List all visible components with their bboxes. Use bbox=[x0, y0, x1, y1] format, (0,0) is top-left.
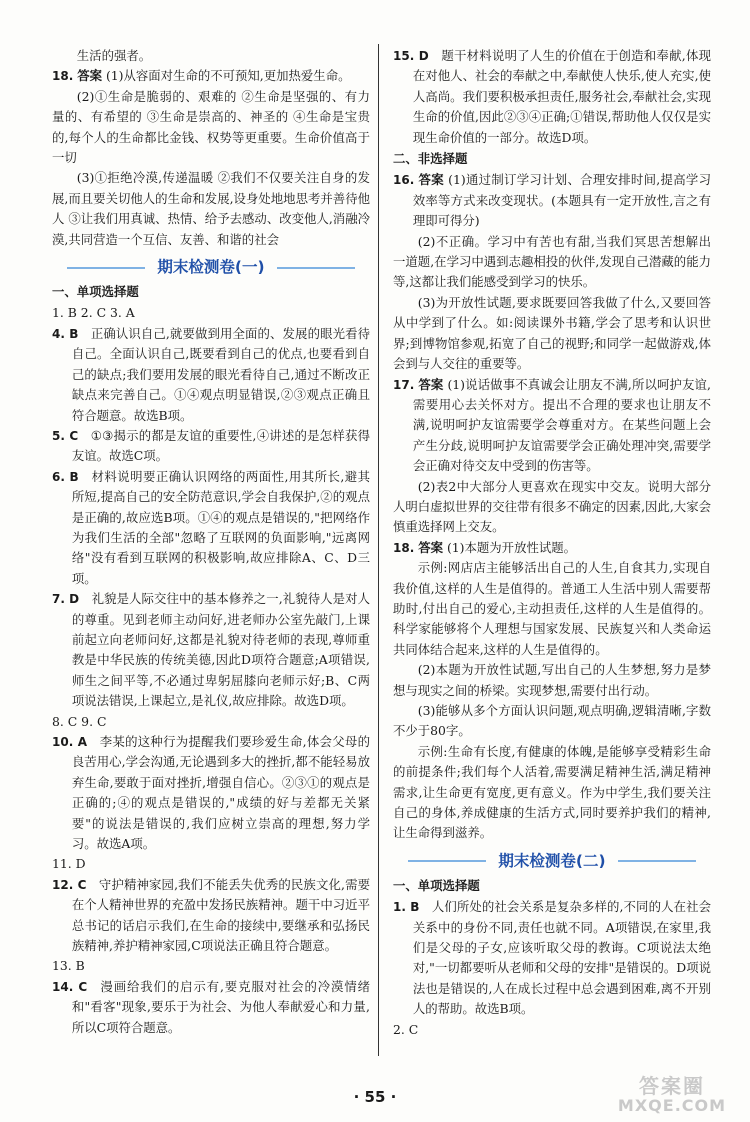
question-number: 6. B bbox=[52, 469, 79, 484]
explanation-text: 人们所处的社会关系是复杂多样的,不同的人在社会关系中的身份不同,责任也就不同。A项错误,在家里,我们是父母的子女,应该听取父母的教诲。C项说法太绝对,"一切都要听从老师和父母的安排"是错误的。D项说法也是错误的,人在成长过程中总会遇到困难,离不开别人的帮助。故选B项。 bbox=[412, 899, 711, 1017]
answer-block bbox=[393, 170, 711, 231]
answer-line: 11. D bbox=[52, 856, 86, 872]
question-number: 5. C bbox=[52, 428, 79, 443]
question-number: 17. bbox=[393, 377, 415, 392]
question-number: 18. bbox=[52, 69, 74, 84]
answer-line: 2. C bbox=[393, 1021, 419, 1037]
answer-block bbox=[393, 375, 711, 477]
test-title bbox=[393, 848, 711, 874]
answer-text: (1)通过制订学习计划、合理安排时间,提高学习效率等方式来改变现状。(本题具有一定开放性,言之有理即可得分) bbox=[412, 172, 711, 229]
answer-block bbox=[393, 538, 711, 558]
question-explanation bbox=[52, 977, 370, 1038]
answer-label: 答案 bbox=[418, 172, 444, 188]
continued-text: 生活的强者。 bbox=[76, 48, 152, 63]
title-rule-left bbox=[67, 267, 145, 269]
right-column bbox=[393, 46, 711, 1040]
answer-block bbox=[52, 66, 370, 86]
title-rule-left bbox=[408, 860, 486, 862]
answer-text: (1)从容面对生命的不可预知,更加热爱生命。 bbox=[105, 68, 351, 84]
question-explanation bbox=[52, 589, 370, 711]
question-explanation bbox=[52, 732, 370, 854]
answer-line: 8. C 9. C bbox=[52, 713, 107, 729]
answer-paragraph: (2)①生命是脆弱的、艰难的 ②生命是坚强的、有力量的、有希望的 ③生命是崇高的、神圣的 ④生命是宝贵的,每个人的生命都比金钱、权势等更重要。生命价值高于一切 bbox=[52, 88, 370, 166]
question-explanation bbox=[52, 324, 370, 426]
question-explanation bbox=[52, 426, 370, 467]
explanation-text: 题干材料说明了人生的价值在于创造和奉献,体现在对他人、社会的奉献之中,奉献使人快乐,使人充实,使人高尚。我们要积极承担责任,服务社会,奉献社会,实现生命的价值,因此②③④正确;①错误,帮助他人仅仅是实现生命价值的一部分。故选D项。 bbox=[412, 48, 711, 145]
answer-text: (1)说话做事不真诚会让朋友不满,所以呵护友谊,需要用心去关怀对方。提出不合理的要求也让朋友不满,说明呵护友谊需要学会尊重对方。在某些问题上会产生分歧,说明呵护友谊需要学会正确处理冲突,需要学会正确对待交友中受到的伤害等。 bbox=[412, 376, 711, 474]
answer-label: 答案 bbox=[418, 539, 443, 555]
question-number: 16. bbox=[393, 173, 415, 188]
test-title-text: 期末检测卷(二) bbox=[498, 851, 606, 870]
section-heading: 二、非选择题 bbox=[393, 151, 468, 167]
column-divider bbox=[378, 44, 379, 1056]
question-number: 18. bbox=[393, 540, 415, 555]
page-number: · 55 · bbox=[353, 1088, 397, 1106]
answer-label: 答案 bbox=[77, 68, 102, 84]
question-number: 4. B bbox=[52, 326, 79, 341]
answer-paragraph: (3)能够从多个方面认识问题,观点明确,逻辑清晰,字数不少于80字。 bbox=[393, 703, 711, 739]
watermark-logo bbox=[602, 1075, 742, 1119]
test-title bbox=[52, 254, 370, 280]
question-explanation bbox=[393, 46, 711, 148]
question-explanation bbox=[393, 897, 711, 1019]
answer-text: (1)本题为开放性试题。 bbox=[446, 539, 577, 555]
question-explanation bbox=[52, 875, 370, 957]
question-number: 1. B bbox=[393, 900, 420, 915]
question-number: 14. C bbox=[52, 979, 88, 994]
question-number: 15. D bbox=[393, 49, 429, 63]
answer-paragraph: (2)本题为开放性试题,写出自己的人生梦想,努力是梦想与现实之间的桥梁。实现梦想,需要付出行动。 bbox=[393, 662, 711, 698]
explanation-text: 正确认识自己,就要做到用全面的、发展的眼光看待自己。全面认识自己,既要看到自己的优点,也要看到自己的缺点;我们要用发展的眼光看待自己,通过不断改正缺点来完善自己。①④观点明显错误,②③观点正确且符合题意。故选B项。 bbox=[71, 325, 370, 423]
question-number: 7. D bbox=[52, 592, 80, 607]
explanation-text: 李某的这种行为提醒我们要珍爱生命,体会父母的良苦用心,学会沟通,无论遇到多大的挫折,都不能轻易放弃生命,要敢于面对挫折,增强自信心。②③①的观点是正确的;④的观点是错误的,"成绩的好与差都无关紧要"的说法是错误的,我们应树立崇高的理想,努力学习。故选A项。 bbox=[71, 734, 370, 852]
answer-label: 答案 bbox=[418, 376, 444, 392]
explanation-text: 守护精神家园,我们不能丢失优秀的民族文化,需要在个人精神世界的充盈中发扬民族精神。题干中习近平总书记的话启示我们,在生命的接续中,要继承和弘扬民族精神,养护精神家园,C项说法正确且符合题意。 bbox=[71, 876, 370, 954]
answer-paragraph: (2)表2中大部分人更喜欢在现实中交友。说明大部分人明白虚拟世界的交往带有很多不确定的因素,因此,大家会慎重选择网上交友。 bbox=[393, 478, 711, 535]
answer-paragraph: (3)①拒绝冷漠,传递温暖 ②我们不仅要关注自身的发展,而且要关切他人的生命和发展,设身处地地思考并善待他人 ③让我们用真诚、热情、给予去感动、改变他人,消融冷漠,共同营造一个互信、友善、和谐的社会 bbox=[52, 170, 370, 247]
answer-paragraph: 示例:网店店主能够活出自己的人生,自食其力,实现自我价值,这样的人生是值得的。普通工人生活中别人需要帮助时,付出自己的爱心,主动担责任,这样的人生是值得的。科学家能够将个人理想与国家发展、民族复兴和人类命运共同体结合起来,这样的人生是值得的。 bbox=[393, 560, 711, 657]
title-rule-right bbox=[618, 860, 696, 862]
title-rule-right bbox=[277, 267, 355, 269]
explanation-text: 材料说明要正确认识网络的两面性,用其所长,避其所短,提高自己的安全防范意识,学会自我保护,②的观点是正确的,故应选B项。①④的观点是错误的,"把网络作为我们生活的全部"忽略了互联网的负面影响,"远离网络"没有看到互联网的积极影响,故应排除A、C、D三项。 bbox=[71, 468, 370, 586]
answer-line: 1. B 2. C 3. A bbox=[52, 305, 135, 321]
answer-paragraph: (3)为开放性试题,要求既要回答我做了什么,又要回答从中学到了什么。如:阅读课外书籍,学会了思考和认识世界;到博物馆参观,拓宽了自己的视野;和同学一起做游戏,体会到与人交往的重要等。 bbox=[393, 294, 711, 372]
answer-paragraph: (2)不正确。学习中有苦也有甜,当我们冥思苦想解出一道题,在学习中遇到志趣相投的伙伴,发现自己潜藏的能力等,这都让我们能感受到学习的快乐。 bbox=[393, 233, 711, 290]
watermark-line1: 答案圈 bbox=[639, 1074, 705, 1098]
question-number: 12. C bbox=[52, 877, 87, 892]
question-number: 10. A bbox=[52, 735, 88, 749]
answer-line: 13. B bbox=[52, 958, 85, 974]
watermark-line2: MXQE.COM bbox=[617, 1096, 727, 1115]
explanation-text: 礼貌是人际交往中的基本修养之一,礼貌待人是对人的尊重。见到老师主动问好,进老师办公室先敲门,上课前起立向老师问好,这都是礼貌对待老师的表现,尊师重教是中华民族的传统美德,因此D项符合题意;A项错误,师生之间平等,不必通过卑躬屈膝向老师示好;B、C两项说法错误,上课起立,是礼仪,故应排除。故选D项。 bbox=[71, 591, 370, 709]
question-explanation bbox=[52, 467, 370, 589]
explanation-text: 漫画给我们的启示有,要克服对社会的冷漠情绪和"看客"现象,要乐于为社会、为他人奉献爱心和力量,所以C项符合题意。 bbox=[71, 978, 370, 1035]
test-title-text: 期末检测卷(一) bbox=[157, 258, 265, 277]
section-heading: 一、单项选择题 bbox=[52, 284, 139, 300]
left-column bbox=[52, 46, 370, 1038]
answer-paragraph: 示例:生命有长度,有健康的体魄,是能够享受精彩生命的前提条件;我们每个人活着,需要满足精神生活,满足精神需求,让生命更有宽度,更有意义。作为中学生,我们要关注自己的身体,养成健康的生活方式,同时要养护我们的精神,让生命得到滋养。 bbox=[393, 743, 711, 841]
explanation-text: ①③揭示的都是友谊的重要性,④讲述的是怎样获得友谊。故选C项。 bbox=[71, 427, 370, 464]
section-heading: 一、单项选择题 bbox=[393, 877, 480, 893]
